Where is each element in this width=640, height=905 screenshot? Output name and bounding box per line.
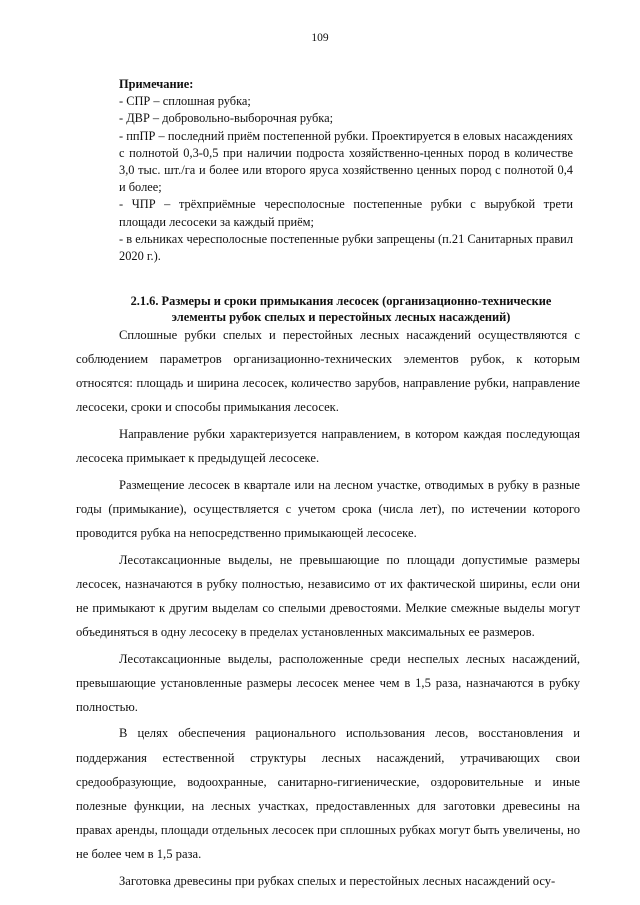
- paragraph: Заготовка древесины при рубках спелых и перестойных лесных насаждений осу-: [119, 873, 556, 888]
- note-line: - ппПР – последний приём постепенной рубки. Проектируется в еловых насаждениях с полнотой 0,3-0,5 при наличии подроста хозяйственно-ценных пород в количестве 3,0 тыс. шт./га и более или второго яруса хозяйственно ценных пород с полнотой 0,4 и более;: [119, 128, 573, 195]
- note-line: - СПР – сплошная рубка;: [119, 94, 251, 109]
- paragraph: Направление рубки характеризуется направлением, в котором каждая последующая лесосека примыкает к предыдущей лесосеке.: [76, 426, 580, 466]
- note-line: - ДВР – добровольно-выборочная рубка;: [119, 111, 334, 126]
- paragraph: Лесотаксационные выделы, не превышающие по площади допустимые размеры лесосек, назначаются в рубку полностью, независимо от их фактической ширины, если они не примыкают к другим выделам со спелыми древостоями. Мелкие смежные выделы могут объединяться в одну лесосеку в пределах установленных максимальных ее размеров.: [76, 552, 580, 639]
- paragraph: Размещение лесосек в квартале или на лесном участке, отводимых в рубку в разные годы (примыкание), осуществляется с учетом срока (числа лет), по истечении которого проводится рубка на непосредственно примыкающей лесосеке.: [76, 477, 580, 540]
- note-title: Примечание:: [119, 77, 194, 91]
- body-text: [76, 323, 580, 895]
- section-heading: 2.1.6. Размеры и сроки примыкания лесосек (организационно-технические элементы рубок спелых и перестойных лесных насаждений): [130, 294, 552, 324]
- paragraph: Лесотаксационные выделы, расположенные среди неспелых лесных насаждений, превышающие установленные размеры лесосек менее чем в 1,5 раза, назначаются в рубку полностью.: [76, 651, 580, 714]
- paragraph: Сплошные рубки спелых и перестойных лесных насаждений осуществляются с соблюдением параметров организационно-технических элементов рубок, к которым относятся: площадь и ширина лесосек, количество зарубов, направление рубки, направление лесосеки, сроки и способы примыкания лесосек.: [76, 328, 580, 415]
- paragraph: В целях обеспечения рационального использования лесов, восстановления и поддержания естественной структуры лесных насаждений, утрачивающих свои средообразующие, водоохранные, санитарно-гигиенические, оздоровительные и иные полезные функции, на лесных участках, предоставленных для заготовки древесины на правах аренды, площади отдельных лесосек при сплошных рубках могут быть увеличены, но не более чем в 1,5 раза.: [76, 726, 580, 861]
- page-number: 109: [311, 32, 329, 44]
- note-block: [119, 76, 573, 265]
- note-line: - в ельниках чересполосные постепенные рубки запрещены (п.21 Санитарных правил 2020 г.).: [119, 231, 573, 264]
- note-line: - ЧПР – трёхприёмные чересполосные постепенные рубки с вырубкой трети площади лесосеки за каждый приём;: [119, 197, 573, 229]
